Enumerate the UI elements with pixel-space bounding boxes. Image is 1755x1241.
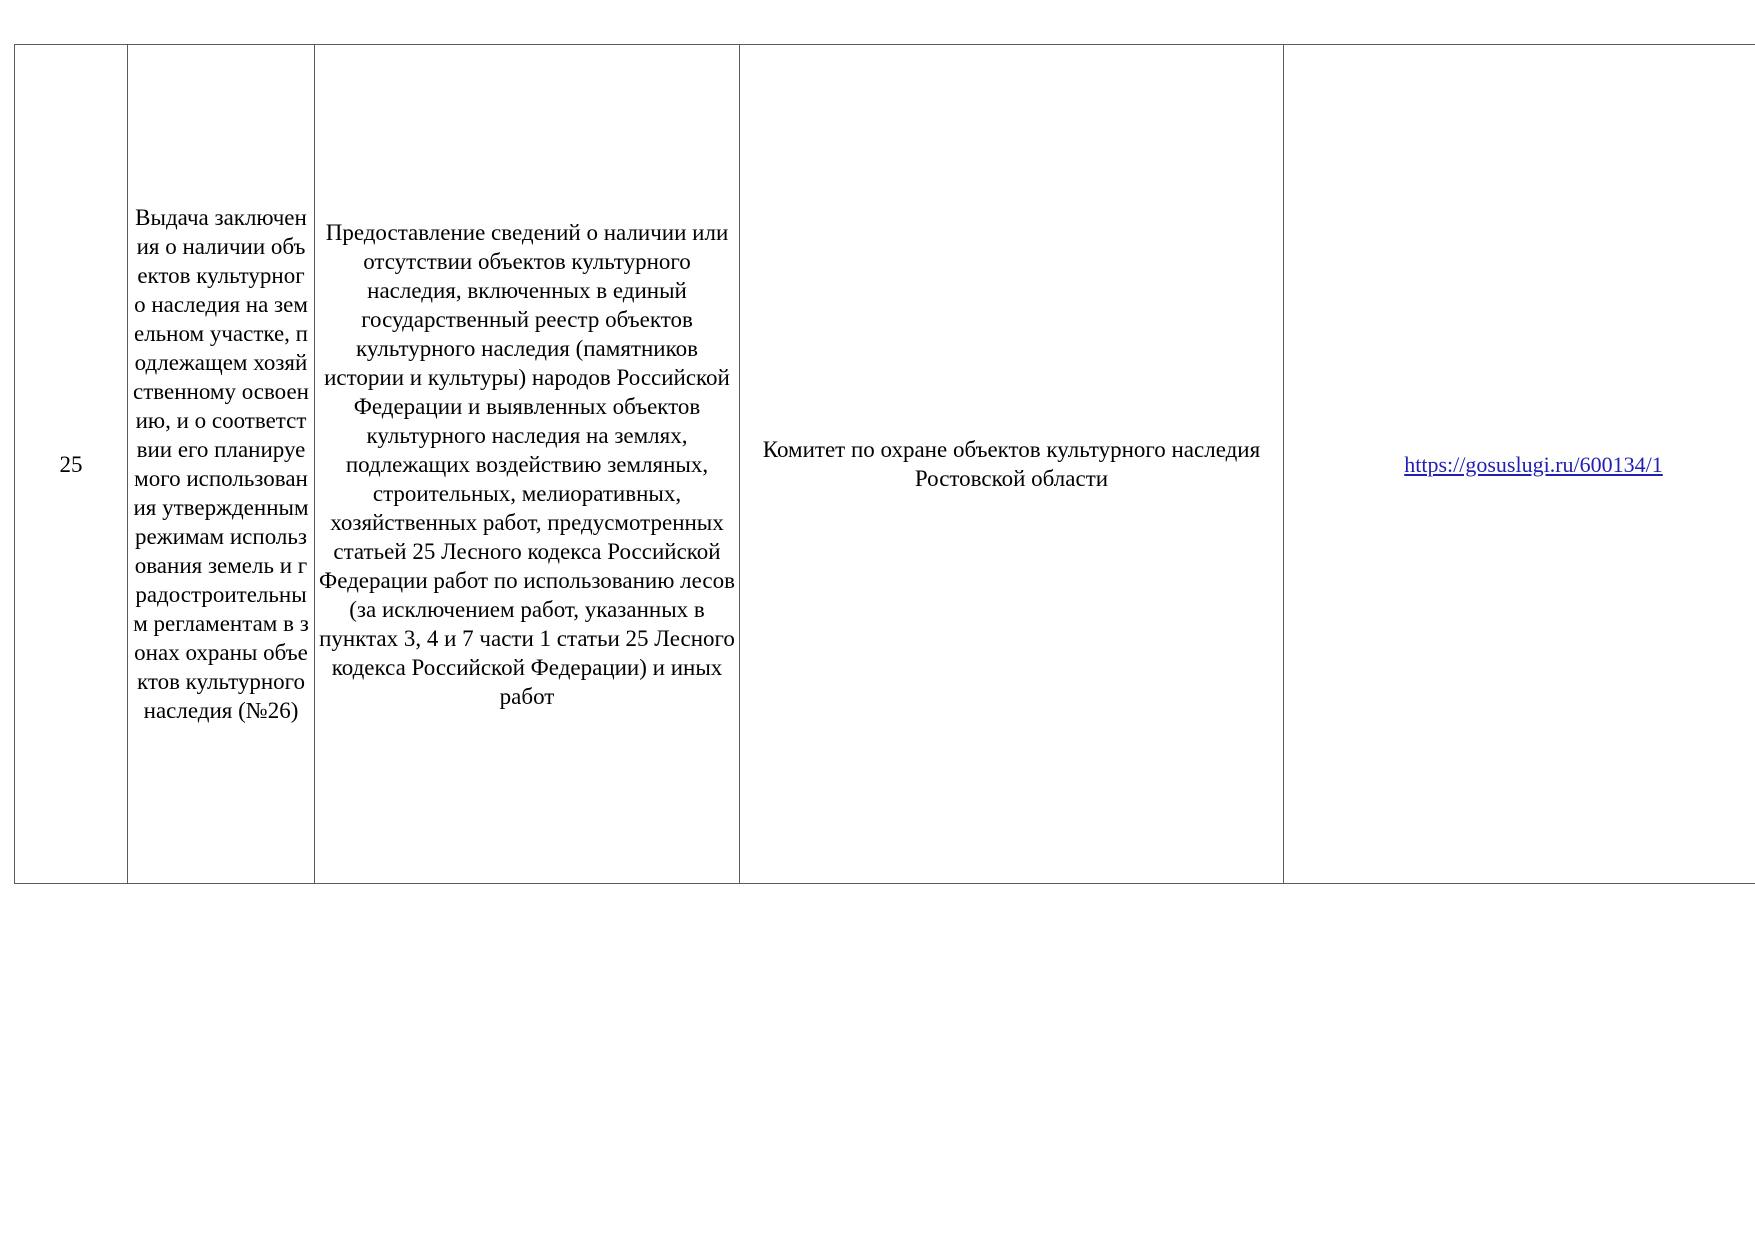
services-table: [14, 44, 1755, 884]
service-description: Предоставление сведений о наличии или отсутствии объектов культурного наследия, включенных в единый государственный реестр объектов культурного наследия (памятников истории и культуры) народов Российской Федерации и выявленных объектов культурного наследия на землях, подлежащих воздействию земляных, строительных, мелиоративных, хозяйственных работ, предусмотренных статьей 25 Лесного кодекса Российской Федерации работ по использованию лесов (за исключением работ, указанных в пунктах 3, 4 и 7 части 1 статьи 25 Лесного кодекса Российской Федерации) и иных работ: [319, 219, 735, 709]
organization-cell: [740, 45, 1284, 884]
service-name-cell: [128, 45, 315, 884]
table-row: [15, 45, 1755, 884]
organization-name: Комитет по охране объектов культурного наследия Ростовской области: [762, 437, 1261, 491]
gosuslugi-link[interactable]: https://gosuslugi.ru/600134/1: [1404, 451, 1663, 477]
row-number-cell: [15, 45, 128, 884]
service-name: Выдача заключения о наличии объектов культурного наследия на земельном участке, подлежащем хозяйственному освоению, и о соответствии его планируемого использования утвержденным режимам использования земель и градостроительным регламентам в зонах охраны объектов культурного наследия (№26): [133, 205, 309, 723]
link-cell: [1284, 45, 1755, 884]
service-description-cell: [315, 45, 740, 884]
row-number: 25: [59, 451, 83, 477]
